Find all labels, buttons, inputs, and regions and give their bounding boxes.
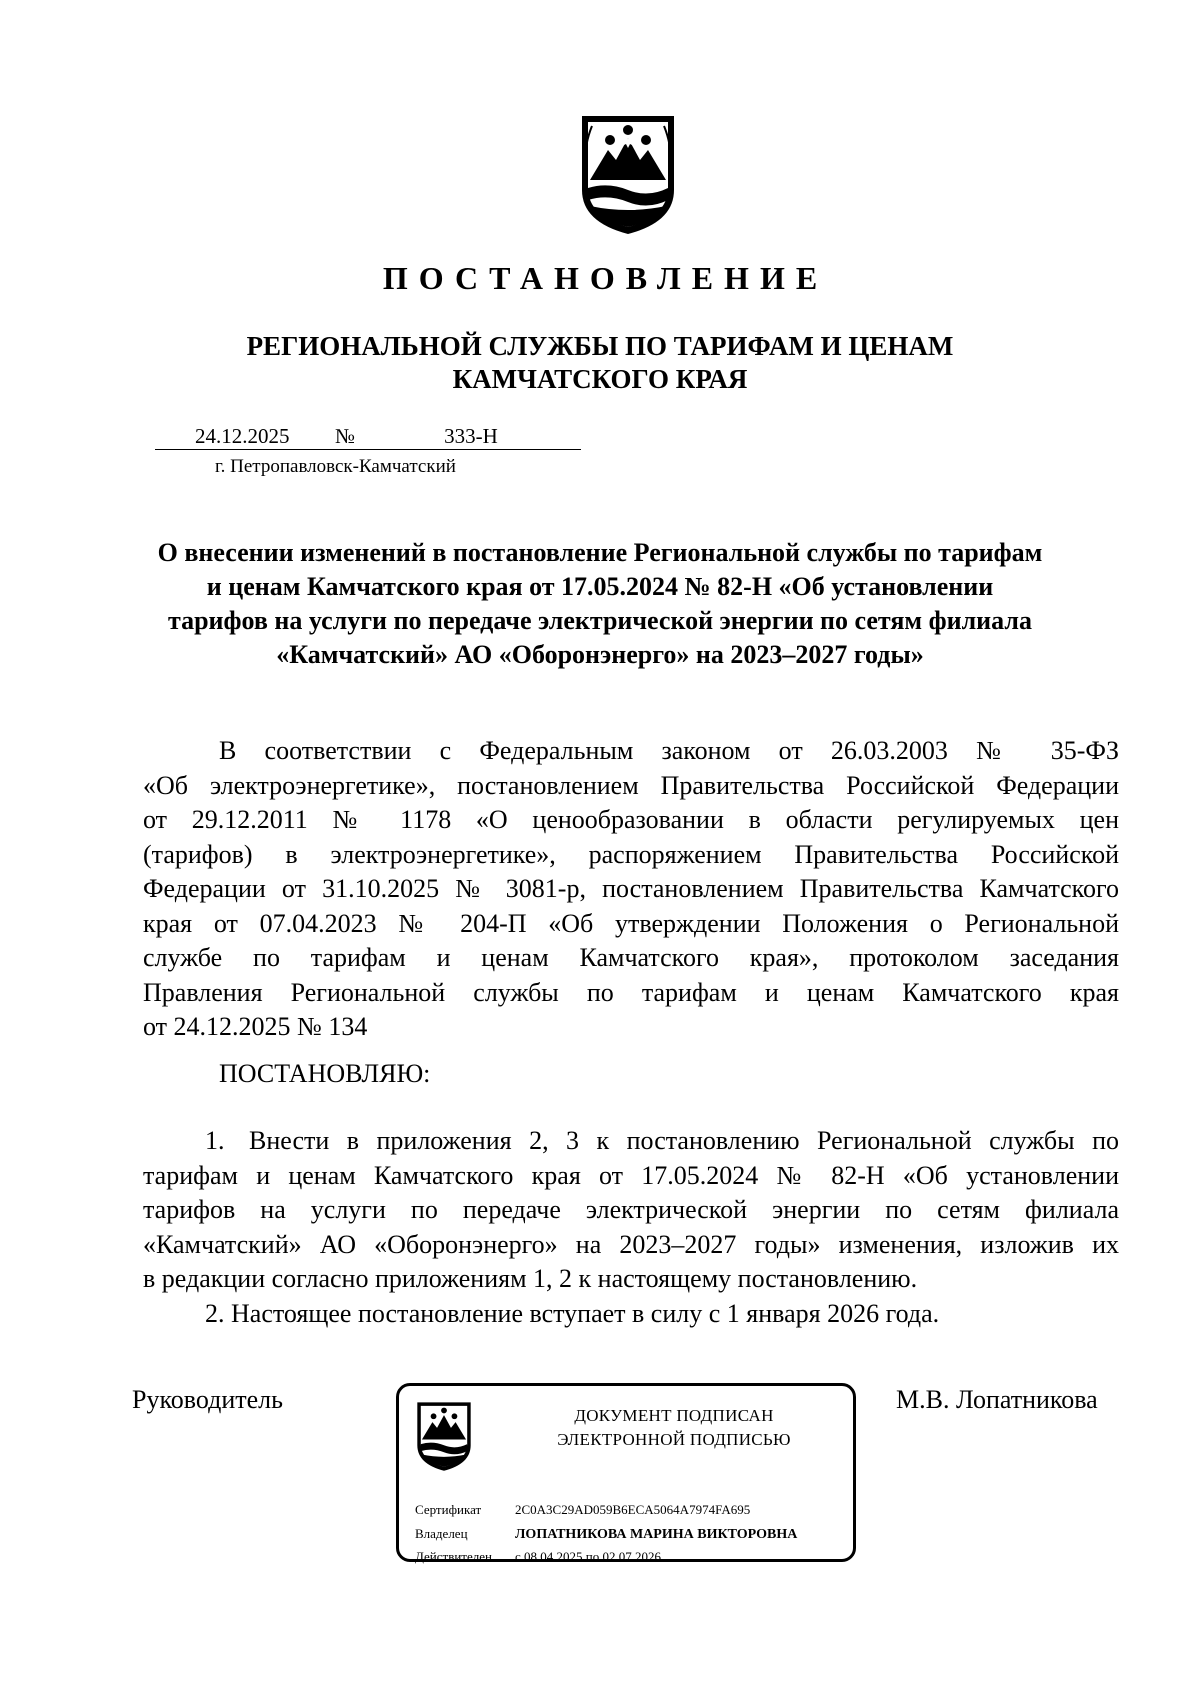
stamp-heading-line: ЭЛЕКТРОННОЙ ПОДПИСЬЮ xyxy=(557,1430,791,1449)
stamp-heading-line: ДОКУМЕНТ ПОДПИСАН xyxy=(574,1406,774,1425)
preamble-line: от 29.12.2011 № 1178 «О ценообразовании в области регулируемых цен xyxy=(143,805,1119,834)
preamble xyxy=(143,734,1119,1045)
item-1-line: «Камчатский» АО «Оборонэнерго» на 2023–2027 годы» изменения, изложив их xyxy=(143,1229,1119,1259)
date-number-line xyxy=(155,423,581,450)
item-1-line: в редакции согласно приложениям 1, 2 к настоящему постановлению. xyxy=(143,1264,918,1293)
validity-row xyxy=(415,1548,661,1566)
certificate-row xyxy=(415,1501,750,1519)
item-1-line: тарифов на услуги по передаче электрической энергии по сетям филиала xyxy=(143,1195,1119,1224)
validity-label: Действителен xyxy=(415,1549,492,1564)
stamp-heading xyxy=(509,1404,839,1452)
validity-value: с 08.04.2025 по 02.07.2026 xyxy=(515,1549,661,1564)
subject-line: тарифов на услуги по передаче электрической энергии по сетям филиала xyxy=(168,606,1032,635)
preamble-line: Федерации от 31.10.2025 № 3081-р, постановлением Правительства Камчатского xyxy=(143,874,1119,903)
authority-line: КАМЧАТСКОГО КРАЯ xyxy=(452,364,748,394)
owner-row xyxy=(415,1525,797,1544)
number-sign: № xyxy=(331,423,361,450)
kamchatka-coat-of-arms-icon xyxy=(415,1398,473,1474)
item-text: Внести в приложения 2, 3 к постановлению Региональной службы по xyxy=(249,1126,1119,1155)
preamble-line: службе по тарифам и ценам Камчатского края», протоколом заседания xyxy=(143,943,1119,972)
preamble-line: «Об электроэнергетике», постановлением Правительства Российской Федерации xyxy=(143,770,1119,800)
item-1-line xyxy=(143,1124,1119,1159)
preamble-line: от 24.12.2025 № 134 xyxy=(143,1012,368,1041)
preamble-line: В соответствии с Федеральным законом от 26.03.2003 № 35-ФЗ xyxy=(219,736,1119,765)
subject-line: О внесении изменений в постановление Региональной службы по тарифам xyxy=(157,538,1043,567)
document-title: ПОСТАНОВЛЕНИЕ xyxy=(382,260,829,296)
preamble-line: края от 07.04.2023 № 204-П «Об утверждении Положения о Региональной xyxy=(143,908,1119,938)
signer-name: М.В. Лопатникова xyxy=(896,1385,1098,1414)
signer-position: Руководитель xyxy=(132,1385,283,1414)
city: г. Петропавловск-Камчатский xyxy=(215,456,456,477)
electronic-signature-stamp xyxy=(396,1383,856,1562)
item-number: 1. xyxy=(205,1126,225,1155)
authority-line: РЕГИОНАЛЬНОЙ СЛУЖБЫ ПО ТАРИФАМ И ЦЕНАМ xyxy=(246,331,954,361)
owner-label: Владелец xyxy=(415,1526,468,1541)
item-2: 2. Настоящее постановление вступает в силу с 1 января 2026 года. xyxy=(205,1298,940,1328)
document-number: 333-Н xyxy=(361,423,581,450)
certificate-value: 2C0A3C29AD059B6ECA5064A7974FA695 xyxy=(515,1502,751,1517)
decree-word: ПОСТАНОВЛЯЮ: xyxy=(219,1059,431,1088)
item-1-line: тарифам и ценам Камчатского края от 17.05.2024 № 82-Н «Об установлении xyxy=(143,1160,1119,1190)
subject-line: и ценам Камчатского края от 17.05.2024 № 82-Н «Об установлении xyxy=(206,572,994,601)
preamble-line: Правления Региональной службы по тарифам и ценам Камчатского края xyxy=(143,977,1119,1007)
kamchatka-coat-of-arms-icon xyxy=(578,110,678,238)
document-date: 24.12.2025 xyxy=(155,423,331,450)
preamble-line: (тарифов) в электроэнергетике», распоряжением Правительства Российской xyxy=(143,839,1119,869)
owner-value: ЛОПАТНИКОВА МАРИНА ВИКТОРОВНА xyxy=(515,1527,798,1542)
subject-line: «Камчатский» АО «Оборонэнерго» на 2023–2027 годы» xyxy=(276,640,924,669)
certificate-label: Сертификат xyxy=(415,1502,482,1517)
issuing-authority xyxy=(0,330,1200,396)
decree-items xyxy=(143,1124,1119,1331)
document-subject xyxy=(120,536,1080,672)
